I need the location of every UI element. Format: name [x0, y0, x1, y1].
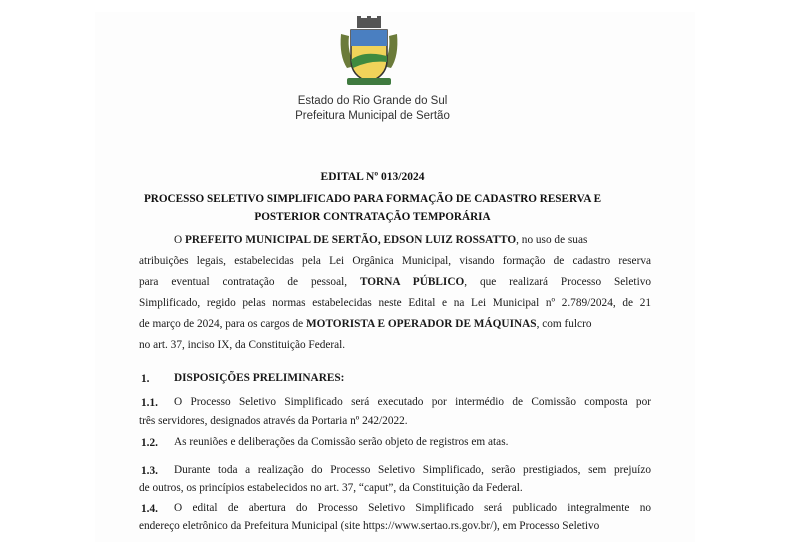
item-1-1-line-2: três servidores, designados através da Portaria nº 242/2022. — [139, 415, 408, 427]
intro-line-1 — [174, 230, 651, 250]
item-number: 1.2. — [141, 437, 158, 449]
mayor-name: PREFEITO MUNICIPAL DE SERTÃO, EDSON LUIZ ROSSATTO — [184, 234, 517, 246]
intro-line-6: no art. 37, inciso IX, da Constituição Federal. — [139, 339, 346, 351]
intro-text: para eventual contratação de pessoal, — [139, 276, 360, 288]
edital-number: EDITAL Nº 013/2024 — [320, 171, 425, 183]
positions: MOTORISTA E OPERADOR DE MÁQUINAS — [306, 318, 537, 330]
intro-text: O — [174, 234, 185, 246]
edital-title-line-1: PROCESSO SELETIVO SIMPLIFICADO PARA FORMAÇÃO DE CADASTRO RESERVA E — [143, 193, 602, 205]
intro-text: , com fulcro — [536, 318, 592, 330]
item-number: 1.1. — [141, 397, 158, 409]
item-1-4-line-2: endereço eletrônico da Prefeitura Municipal (site https://www.sertao.rs.gov.br/), em Processo Seletivo — [139, 520, 600, 532]
intro-text: de março de 2024, para os cargos de — [139, 318, 306, 330]
edital-title-line-2: POSTERIOR CONTRATAÇÃO TEMPORÁRIA — [254, 211, 491, 223]
intro-line-4: Simplificado, regido pelas normas estabelecidas neste Edital e na Lei Municipal nº 2.789/2024, de 21 — [139, 297, 651, 309]
section-number: 1. — [141, 373, 150, 385]
item-1-3-line-2: de outros, os princípios estabelecidos no art. 37, “caput”, da Constituição da Federal. — [139, 482, 523, 494]
intro-line-2: atribuições legais, estabelecidas pela Lei Orgânica Municipal, visando formação de cadastro reserva — [139, 255, 651, 267]
section-title: DISPOSIÇÕES PRELIMINARES: — [174, 372, 345, 384]
item-1-2-line-1: As reuniões e deliberações da Comissão serão objeto de registros em atas. — [174, 436, 509, 448]
item-1-4-line-1: O edital de abertura do Processo Seletivo Simplificado será publicado integralmente no — [174, 502, 651, 514]
item-number: 1.4. — [141, 503, 158, 515]
item-1-1-line-1: O Processo Seletivo Simplificado será executado por intermédio de Comissão composta por — [174, 396, 651, 408]
torna-publico: TORNA PÚBLICO — [359, 276, 465, 288]
item-number: 1.3. — [141, 465, 158, 477]
prefecture-name: Prefeitura Municipal de Sertão — [295, 110, 450, 122]
intro-line-5 — [139, 314, 651, 334]
state-name: Estado do Rio Grande do Sul — [297, 95, 448, 107]
municipal-coat-of-arms — [333, 16, 405, 88]
item-1-3-line-1: Durante toda a realização do Processo Seletivo Simplificado, serão prestigiados, sem prejuízo — [174, 464, 651, 476]
intro-text: , que realizará Processo Seletivo — [464, 276, 651, 288]
intro-text: , no uso de suas — [516, 234, 588, 246]
intro-line-3 — [139, 272, 651, 292]
